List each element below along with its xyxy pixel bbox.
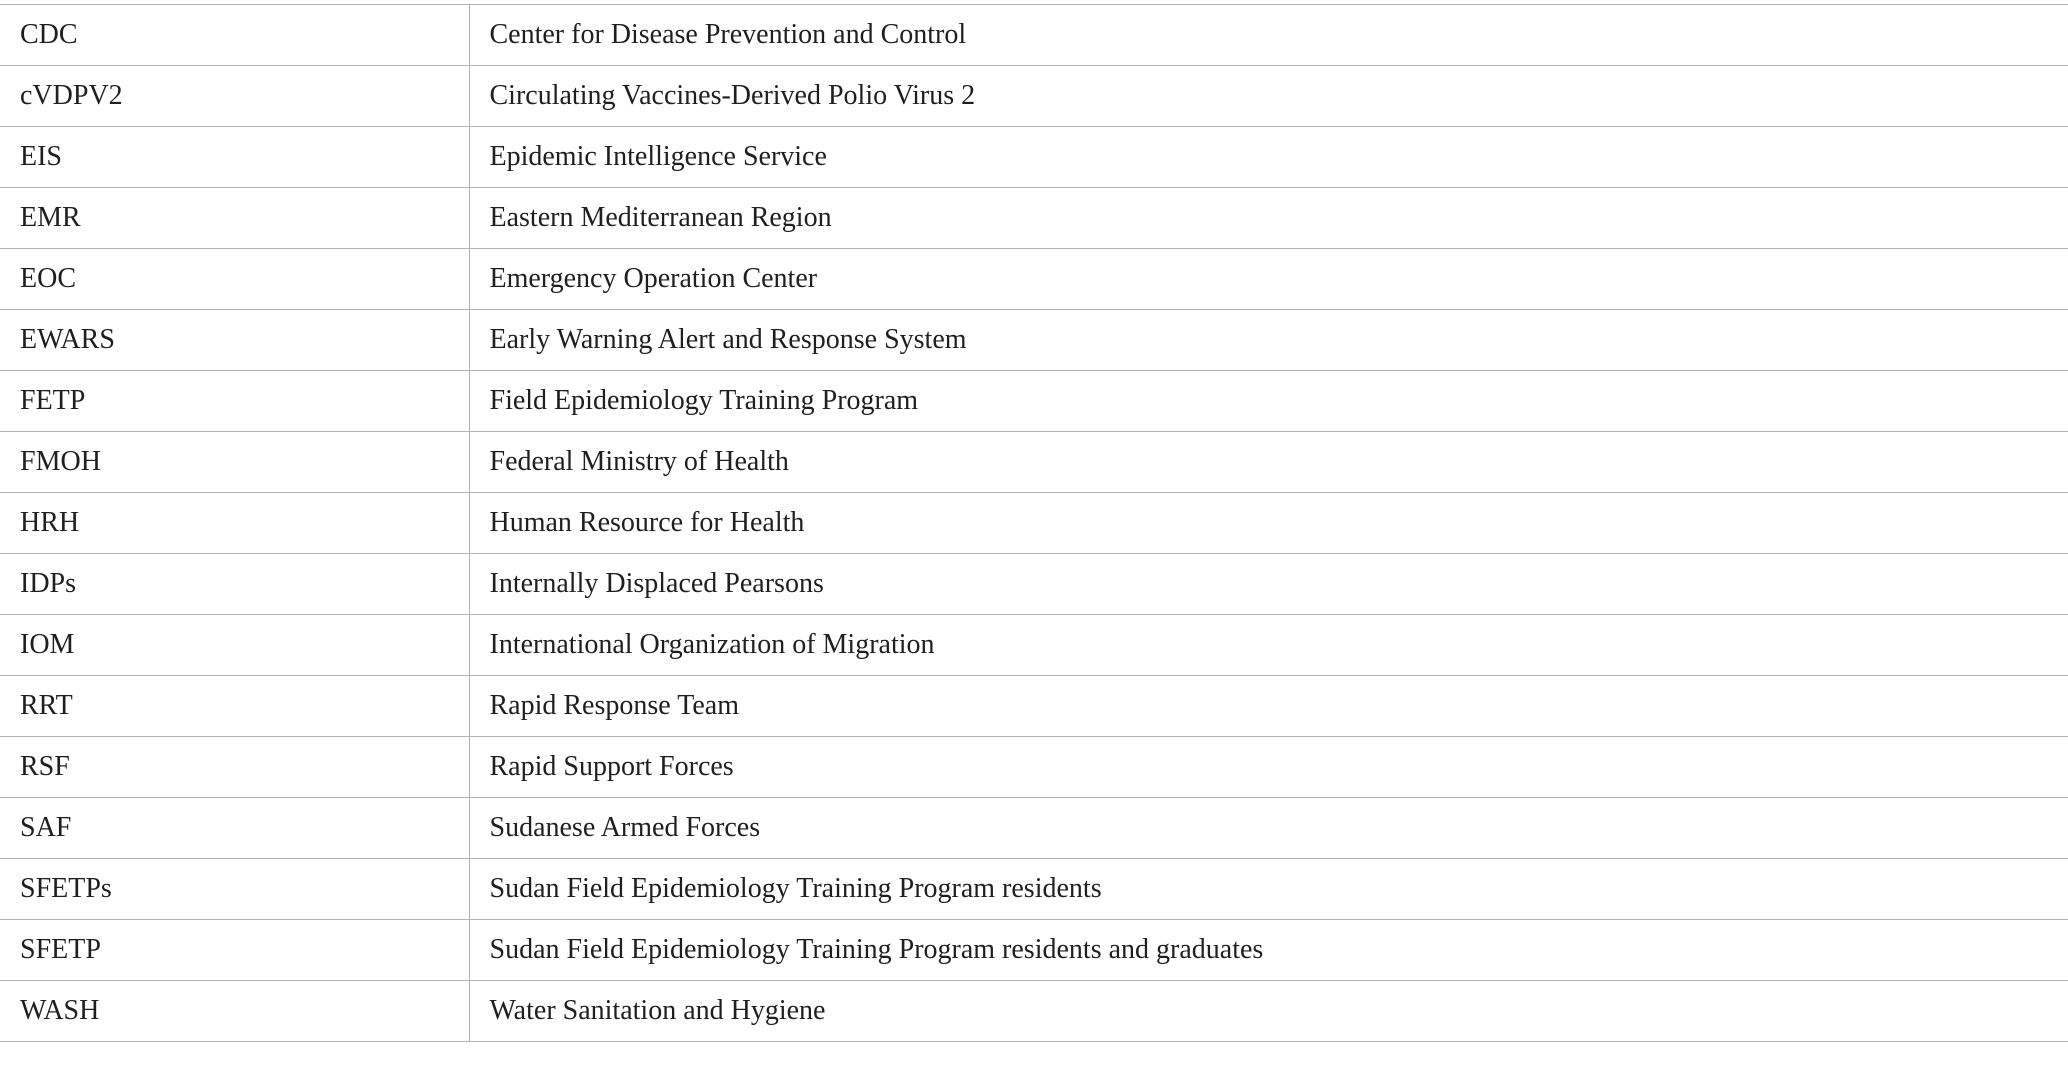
abbreviation-cell: EIS: [0, 127, 469, 188]
table-row: [0, 371, 2068, 432]
table-row: [0, 554, 2068, 615]
table-row: [0, 981, 2068, 1042]
abbreviation-cell: EOC: [0, 249, 469, 310]
definition-cell: Sudan Field Epidemiology Training Program residents and graduates: [469, 920, 2068, 981]
definition-cell: Emergency Operation Center: [469, 249, 2068, 310]
definition-cell: Human Resource for Health: [469, 493, 2068, 554]
table-row: [0, 127, 2068, 188]
abbreviations-table: [0, 4, 2068, 1042]
definition-cell: Internally Displaced Pearsons: [469, 554, 2068, 615]
abbreviation-cell: SFETPs: [0, 859, 469, 920]
table-row: [0, 188, 2068, 249]
table-row: [0, 920, 2068, 981]
abbreviation-cell: RRT: [0, 676, 469, 737]
table-row: [0, 66, 2068, 127]
table-row: [0, 676, 2068, 737]
abbreviation-cell: RSF: [0, 737, 469, 798]
abbreviation-cell: cVDPV2: [0, 66, 469, 127]
abbreviation-cell: FETP: [0, 371, 469, 432]
definition-cell: Federal Ministry of Health: [469, 432, 2068, 493]
abbreviation-cell: IOM: [0, 615, 469, 676]
definition-cell: Rapid Support Forces: [469, 737, 2068, 798]
table-row: [0, 859, 2068, 920]
definition-cell: Sudanese Armed Forces: [469, 798, 2068, 859]
definition-cell: Circulating Vaccines-Derived Polio Virus 2: [469, 66, 2068, 127]
definition-cell: Early Warning Alert and Response System: [469, 310, 2068, 371]
definition-cell: Field Epidemiology Training Program: [469, 371, 2068, 432]
abbreviation-cell: WASH: [0, 981, 469, 1042]
table-row: [0, 798, 2068, 859]
abbreviations-table-body: [0, 5, 2068, 1042]
abbreviation-cell: CDC: [0, 5, 469, 66]
definition-cell: Center for Disease Prevention and Control: [469, 5, 2068, 66]
abbreviation-cell: SAF: [0, 798, 469, 859]
abbreviation-cell: FMOH: [0, 432, 469, 493]
definition-cell: Sudan Field Epidemiology Training Program residents: [469, 859, 2068, 920]
definition-cell: Water Sanitation and Hygiene: [469, 981, 2068, 1042]
abbreviation-cell: SFETP: [0, 920, 469, 981]
definition-cell: Eastern Mediterranean Region: [469, 188, 2068, 249]
definition-cell: Epidemic Intelligence Service: [469, 127, 2068, 188]
definition-cell: International Organization of Migration: [469, 615, 2068, 676]
abbreviation-cell: IDPs: [0, 554, 469, 615]
abbreviation-cell: EWARS: [0, 310, 469, 371]
abbreviation-cell: EMR: [0, 188, 469, 249]
abbreviation-cell: HRH: [0, 493, 469, 554]
table-row: [0, 737, 2068, 798]
table-row: [0, 615, 2068, 676]
table-row: [0, 493, 2068, 554]
table-row: [0, 5, 2068, 66]
table-row: [0, 432, 2068, 493]
table-row: [0, 249, 2068, 310]
definition-cell: Rapid Response Team: [469, 676, 2068, 737]
table-row: [0, 310, 2068, 371]
